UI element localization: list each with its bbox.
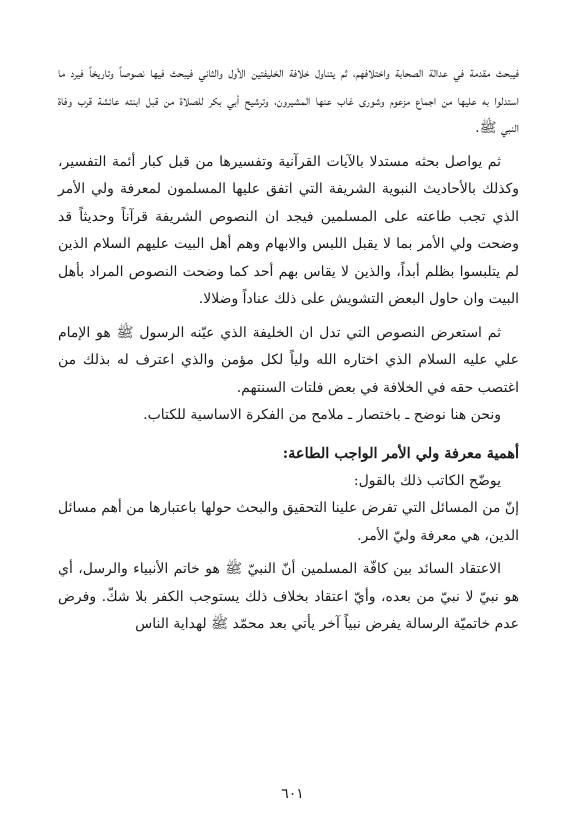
page-number: ٦٠١ [281, 786, 304, 802]
paragraph-6: إنّ من المسائل التي تفرض علينا التحقيق والبحث حولها باعتبارها من أهم مسائل الدين، هي معرفة وليّ الأمر. [58, 500, 519, 544]
paragraph-7: الاعتقاد السائد بين كافّة المسلمين أنّ النبيّ ﷺ هو خاتم الأنبياء والرسل، أي هو نبيّ لا نبيّ من بعده، وأيّ اعتقاد بخلاف ذلك يستوجب الكفر بلا شكّ. وفرض عدم خاتميّة الرسالة يفرض نبياً آخر يأتي بعد محمّد ﷺ لهداية الناس [58, 561, 519, 632]
paragraph-3: ثم استعرض النصوص التي تدل ان الخليفة الذي عيّنه الرسول ﷺ هو الإمام علي عليه السلام الذي اختاره الله ولياً لكل مؤمن والذي اعترف له بذلك من اغتصب حقه في الخلافة في بعض فلتات السنتهم. [58, 324, 519, 396]
paragraph-4: ونحن هنا نوضح ـ باختصار ـ ملامح من الفكرة الاساسية للكتاب. [143, 407, 501, 423]
section-heading: أهمية معرفة ولي الأمر الواجب الطاعة: [282, 444, 519, 462]
paragraph-2: ثم يواصل بحثه مستدلا بالآيات القرآنية وتفسيرها من قبل كبار أئمة التفسير، وكذلك بالأحاديث النبوية الشريفة التي اتفق عليها المسلمون لمعرفة ولي الأمر الذي تجب طاعته على المسلمين فيجد ان النصوص الشريفة قرآناً وحديثاً قد وضحت ولي الأمر بما لا يقبل اللبس والابهام وهم أهل البيت عليهم السلام الذين لم يتلبسوا بظلم أبداً، والذين لا يقاس بهم أحد كما وضحت النصوص المراد بأهل البيت وان حاول البعض التشويش على ذلك عناداً وضلالا. [58, 153, 519, 307]
paragraph-5: يوضّح الكاتب ذلك بالقول: [353, 472, 501, 489]
paragraph-1: فيبحث مقدمة في عدالة الصحابة واختلافهم، ثم يتناول خلافة الخليفتين الأول والثاني فيبحث فيها نصوصاً وتاريخاً فيرد ما استدلوا به عليها من اجماع مزعوم وشورى غاب عنها المشيرون، وترشيح أبي بكر للصلاة من قبل ابنته عائشة قرب وفاة النبي ﷺ. [58, 65, 519, 136]
page-body [58, 60, 519, 639]
